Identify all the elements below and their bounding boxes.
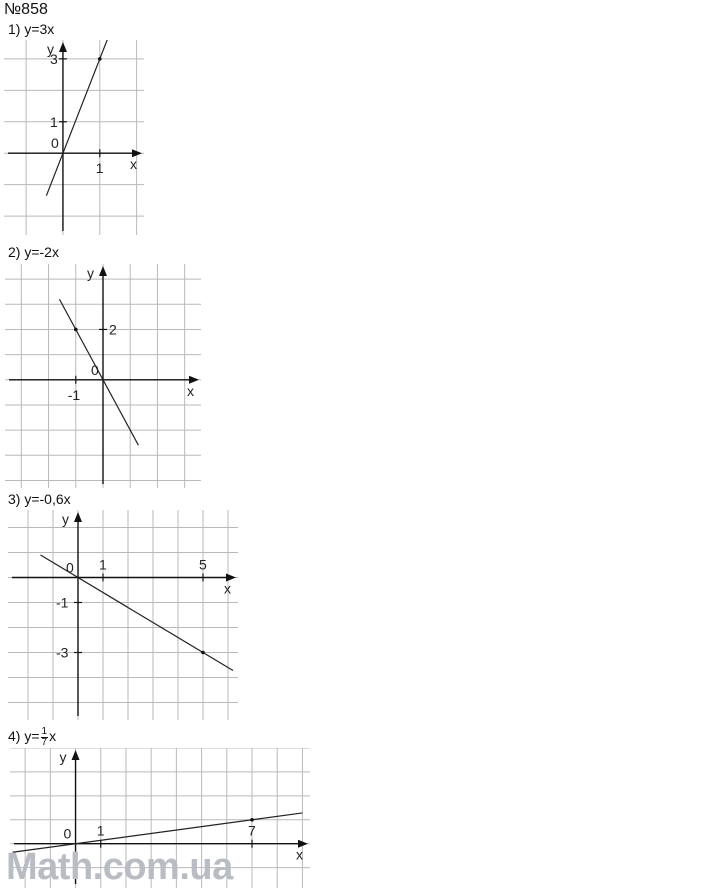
graph-y-3x [4,40,144,235]
chart0-y-tick-label: 3 [49,50,58,67]
chart3-x-axis-label: x [296,846,303,863]
chart1-point [74,328,78,332]
chart3-point [250,818,254,822]
chart3-y-axis-arrow [72,750,80,760]
chart3-y-axis-label: y [59,749,67,765]
watermark-logo: Math.com.ua [6,846,233,888]
chart3-x-tick-label: 1 [96,822,105,839]
chart2-y-axis-arrow [74,512,82,522]
chart2-x-axis-label: x [224,580,231,597]
chart0-grid [4,40,144,235]
chart1-function-line [59,299,138,445]
caption-4 [8,727,56,748]
graph-y-minus-0-6x [8,510,238,720]
chart2-y-tick-label: -1 [56,594,69,611]
chart0-y-tick-label: 1 [49,113,58,130]
chart0-point [98,57,102,61]
chart2-x-tick-label: 5 [199,556,207,573]
chart1-origin-label: 0 [91,361,99,378]
problem-number: №858 [4,1,48,18]
chart1-y-tick-label: 2 [109,321,117,338]
chart1-x-tick-label: -1 [67,386,81,403]
chart1-x-axis-label: x [187,382,194,399]
caption-3: 3) y=-0,6x [8,491,71,507]
chart2-x-tick-label: 1 [99,556,107,573]
caption-1: 1) y=3x [8,21,55,37]
graph-y-minus-2x [5,264,201,488]
chart3-origin-label: 0 [63,825,72,842]
chart2-grid [8,510,238,720]
chart1-y-axis-arrow [99,266,107,276]
caption-4-prefix: 4) y= [8,728,40,745]
fraction-numerator: 1 [41,726,48,737]
chart1-y-axis-label: y [87,265,94,281]
chart0-y-axis-arrow [59,42,67,52]
chart0-x-tick-label: 1 [95,160,104,177]
caption-2: 2) y=-2x [8,244,59,260]
chart2-origin-label: 0 [66,559,74,576]
chart2-y-tick-label: -3 [56,644,69,661]
chart0-x-axis-label: x [130,156,137,173]
chart0-origin-label: 0 [50,135,59,152]
chart2-y-axis-label: y [62,511,69,527]
fraction [41,727,49,748]
chart2-point [201,651,205,655]
caption-4-suffix: x [49,728,57,745]
fraction-denominator: 7 [41,737,48,748]
chart0-y-axis-label: y [46,41,54,57]
chart3-x-tick-label: 7 [248,822,256,839]
